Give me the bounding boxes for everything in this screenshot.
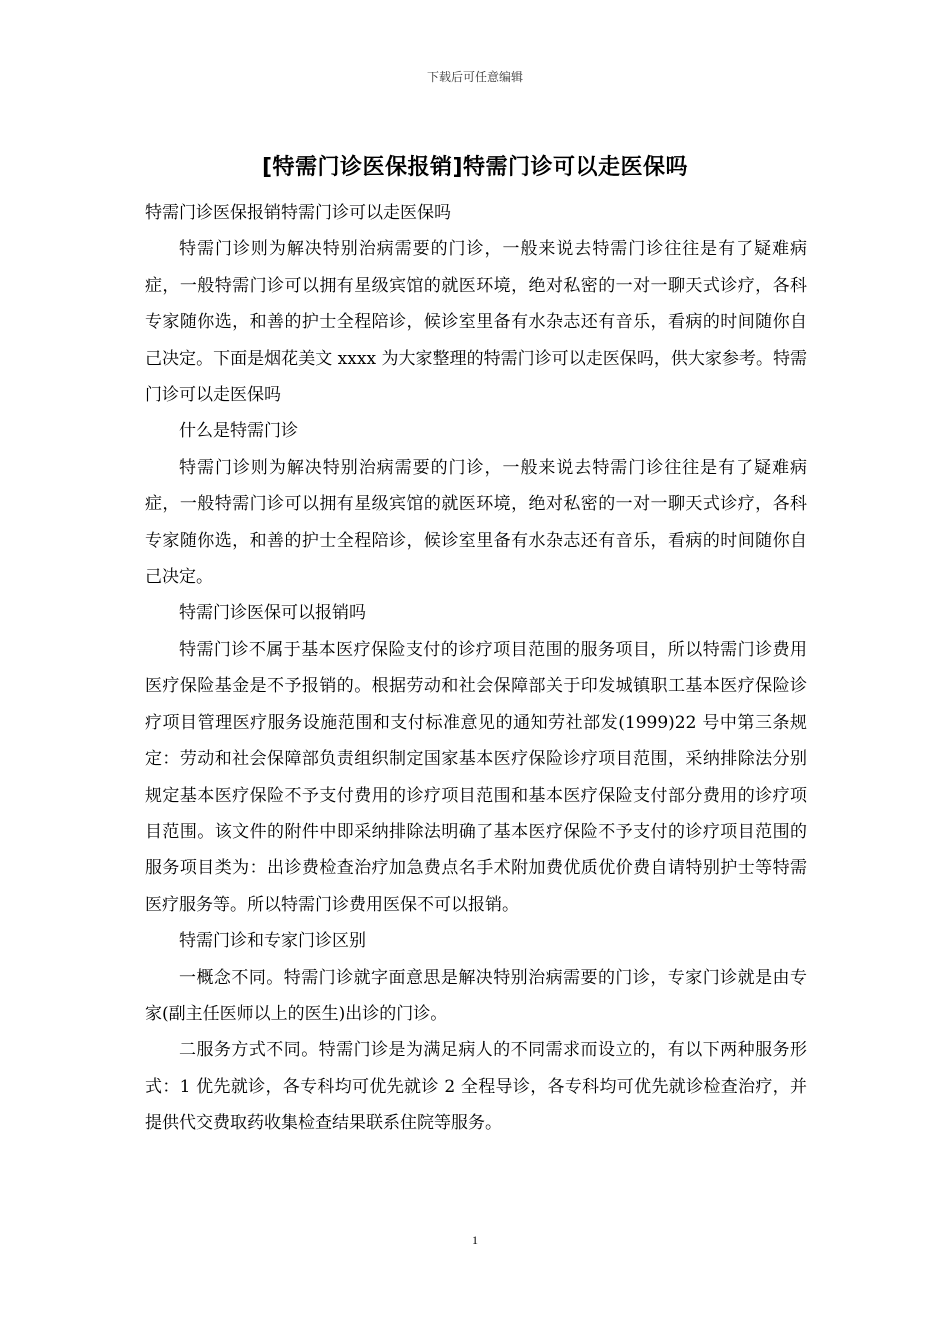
paragraph: 特需门诊不属于基本医疗保险支付的诊疗项目范围的服务项目，所以特需门诊费用医疗保险基金是不予报销的。根据劳动和社会保障部关于印发城镇职工基本医疗保险诊疗项目管理医疗服务设施范围和支付标准意见的通知劳社部发(1999)22 号中第三条规定：劳动和社会保障部负责组织制定国家基本医疗保险诊疗项目范围，采纳排除法分别规定基本医疗保险不予支付费用的诊疗项目范围和基本医疗保险支付部分费用的诊疗项目范围。该文件的附件中即采纳排除法明确了基本医疗保险不予支付的诊疗项目范围的服务项目类为：出诊费检查治疗加急费点名手术附加费优质优价费自请特别护士等特需医疗服务等。所以特需门诊费用医保不可以报销。 bbox=[145, 639, 807, 915]
paragraph: 特需门诊则为解决特别治病需要的门诊，一般来说去特需门诊往往是有了疑难病症，一般特需门诊可以拥有星级宾馆的就医环境，绝对私密的一对一聊天式诊疗，各科专家随你选，和善的护士全程陪诊，候诊室里备有水杂志还有音乐，看病的时间随你自己决定。 bbox=[145, 457, 807, 588]
paragraph: 二服务方式不同。特需门诊是为满足病人的不同需求而设立的，有以下两种服务形式：1 优先就诊，各专科均可优先就诊 2 全程导诊，各专科均可优先就诊检查治疗，并提供代交费取药收集检查结果联系住院等服务。 bbox=[145, 1040, 807, 1134]
section-heading: 什么是特需门诊 bbox=[179, 421, 298, 442]
document-title: [特需门诊医保报销]特需门诊可以走医保吗 bbox=[261, 155, 689, 180]
page-header: 下载后可任意编辑 bbox=[426, 70, 523, 84]
paragraph: 一概念不同。特需门诊就字面意思是解决特别治病需要的门诊，专家门诊就是由专家(副主任医师以上的医生)出诊的门诊。 bbox=[145, 967, 807, 1024]
section-heading: 特需门诊医保可以报销吗 bbox=[179, 603, 366, 624]
document-body bbox=[145, 195, 807, 1142]
section-heading: 特需门诊和专家门诊区别 bbox=[179, 931, 366, 952]
paragraph-subtitle: 特需门诊医保报销特需门诊可以走医保吗 bbox=[145, 203, 451, 223]
page-number: 1 bbox=[472, 1233, 478, 1247]
paragraph: 特需门诊则为解决特别治病需要的门诊，一般来说去特需门诊往往是有了疑难病症，一般特需门诊可以拥有星级宾馆的就医环境，绝对私密的一对一聊天式诊疗，各科专家随你选，和善的护士全程陪诊，候诊室里备有水杂志还有音乐，看病的时间随你自己决定。下面是烟花美文 xxxx 为大家整理的特需门诊可以走医保吗，供大家参考。特需门诊可以走医保吗 bbox=[145, 239, 807, 406]
